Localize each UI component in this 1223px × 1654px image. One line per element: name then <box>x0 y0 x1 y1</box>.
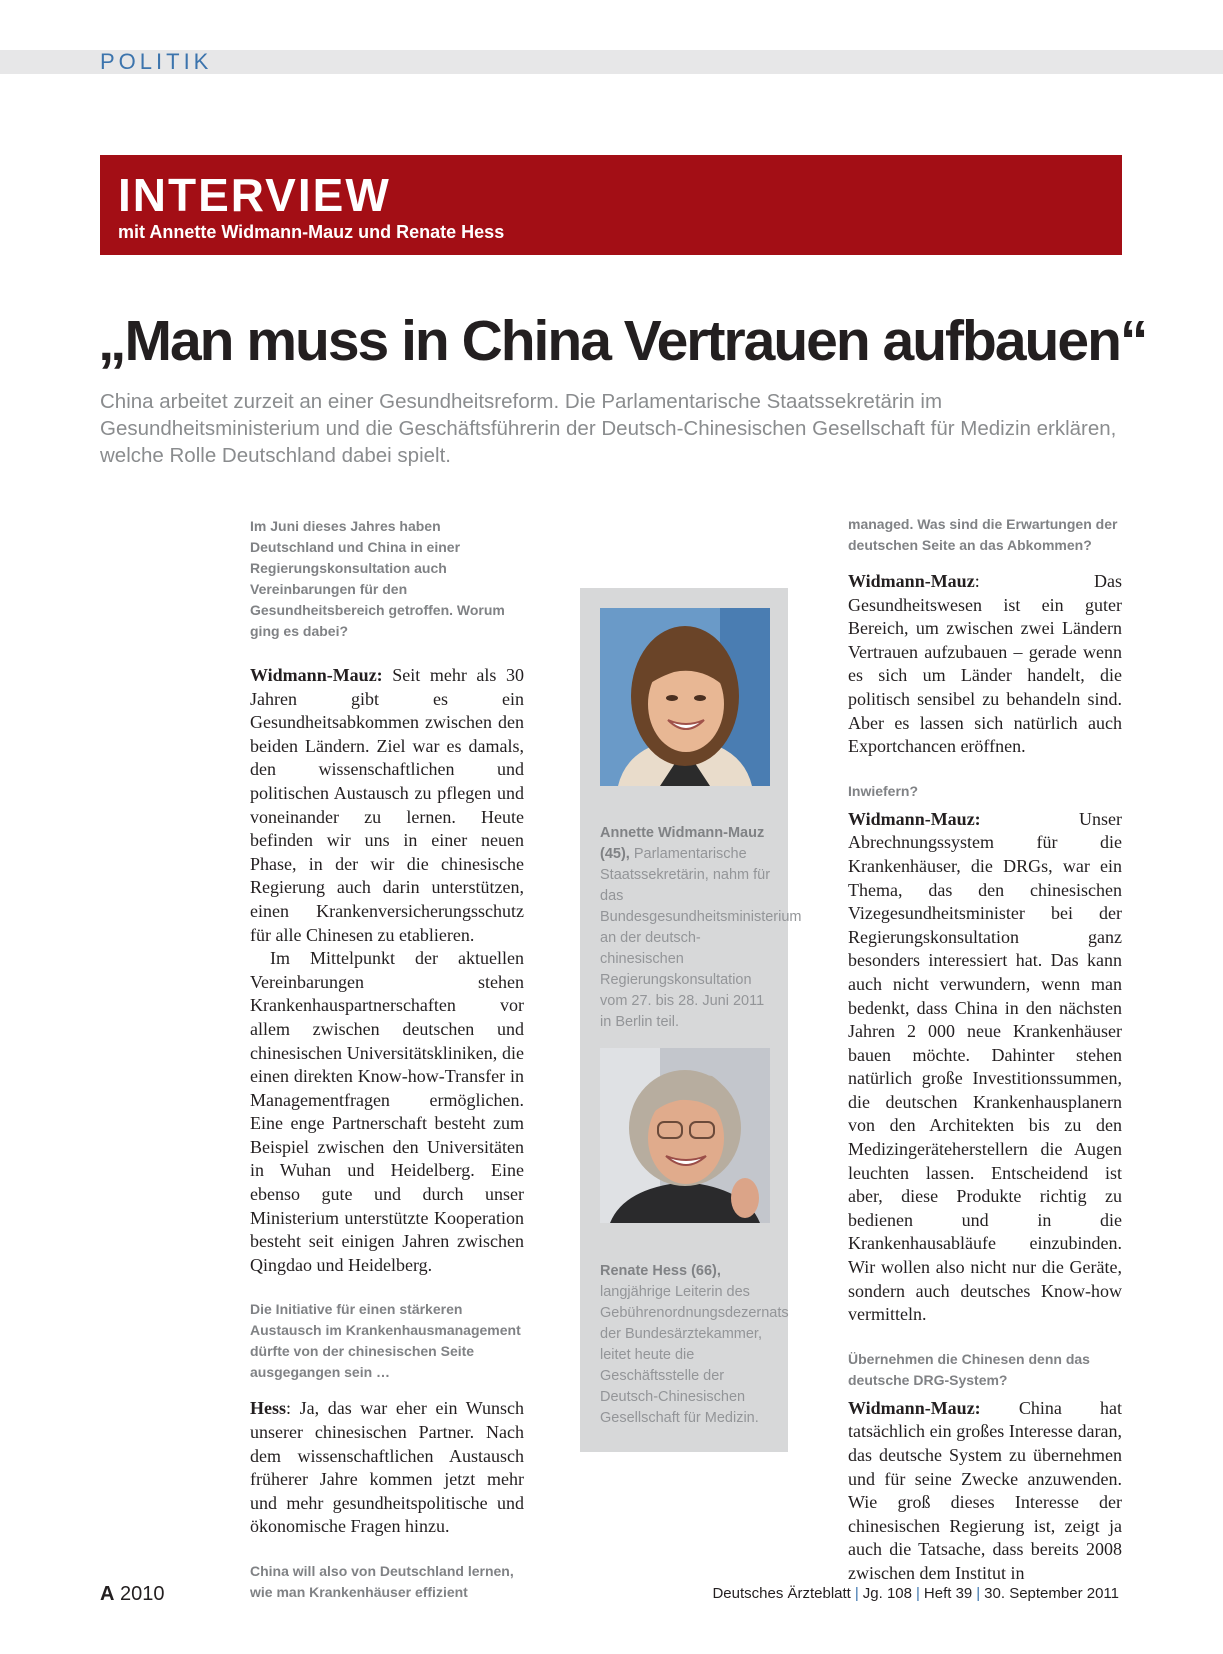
speaker-name: Widmann-Mauz <box>848 571 975 591</box>
section-label: POLITIK <box>100 49 213 74</box>
banner-subtitle: mit Annette Widmann-Mauz und Renate Hess <box>118 222 505 242</box>
column-right <box>848 514 1122 1586</box>
column-left <box>250 516 524 1603</box>
answer <box>848 570 1122 759</box>
speaker-name: Widmann-Mauz: <box>848 808 981 829</box>
article-lead: China arbeitet zurzeit an einer Gesundheitsreform. Die Parlamentarische Staatssekretärin im Gesundheitsministerium und die Geschäftsführerin der Deutsch-Chinesischen Gesellschaft für Medizin erklären, welche Rolle Deutschland dabei spielt. <box>100 390 1117 467</box>
journal-info <box>712 1585 1119 1602</box>
answer <box>250 1397 524 1539</box>
journal-volume: Jg. 108 <box>862 1585 912 1602</box>
question: Die Initiative für einen stärkeren Austausch im Krankenhausmanagement dürfte von der chinesischen Seite ausgegangen sein … <box>250 1301 521 1381</box>
interview-banner <box>100 155 1122 255</box>
answer-text: Seit mehr als 30 Jahren gibt es ein Gesundheitsabkommen zwischen den beiden Ländern. Ziel war es damals, den wissenschaftlichen und politischen Austausch zu pflegen und voneinander zu lernen. Heute befinden wir uns in einer neuen Phase, in der wir die chinesische Regierung auch darin unterstützen, einen Krankenversicherungsschutz für alle Chinesen zu etablieren. <box>250 665 524 945</box>
question: managed. Was sind die Erwartungen der deutschen Seite an das Abkommen? <box>848 516 1118 553</box>
answer <box>250 664 524 947</box>
question: Übernehmen die Chinesen denn das deutsche DRG-System? <box>848 1350 1090 1388</box>
caption-text: Parlamentarische Staatssekretärin, nahm für das Bundesgesundheitsministerium an der deutsch-chinesischen Regierungskonsultation vom 27. bis 28. Juni 2011 in Berlin teil. <box>600 846 802 1030</box>
speaker-name: Widmann-Mauz: <box>250 665 383 685</box>
page-number <box>100 1583 165 1606</box>
answer-text: : Das Gesundheitswesen ist ein guter Bereich, um zwischen zwei Ländern Vertrauen aufzubauen – gerade wenn es sich um Länder handelt, die politisch sensibel zu behandeln sind. Aber es lassen sich natürlich auch Exportchancen eröffnen. <box>848 571 1122 757</box>
separator: | <box>854 1585 859 1602</box>
answer <box>848 808 1122 1327</box>
answer-text: China hat tatsächlich ein großes Interesse daran, das deutsche System zu übernehmen und für seine Zwecke anzuwenden. Wie groß dieses Interesse der chinesischen Regierung ist, zeigt ja auch die Tatsache, dass bereits 2008 zwischen dem Institut in <box>848 1397 1122 1583</box>
caption-name: Renate Hess (66), <box>600 1263 721 1279</box>
answer-paragraph: Im Mittelpunkt der aktuellen Vereinbarungen stehen Krankenhauspartnerschaften vor allem zwischen deutschen und chinesischen Universitätskliniken, die einen direkten Know-how-Transfer in Managementfragen ermöglichen. Eine enge Partnerschaft besteht zum Beispiel zwischen den Universitäten in Wuhan und Heidelberg. Eine ebenso gute und durch unser Ministerium unterstützte Kooperation besteht seit einigen Jahren zwischen Qingdao und Heidelberg. <box>250 948 524 1275</box>
caption-name: Annette Widmann-Mauz (45), <box>600 825 765 862</box>
photo-sidebar <box>580 588 802 1452</box>
answer-text: Unser Abrechnungssystem für die Krankenhäuser, die DRGs, war ein Thema, das den chinesischen Vizegesundheitsminister bei der Regierungskonsultation ganz besonders interessiert hat. Das kann auch nicht verwundern, wenn man bedenkt, dass China in den nächsten Jahren 2 000 neue Krankenhäuser bauen möchte. Dahinter stehen natürlich große Investitionssummen, die deutschen Krankenhausplanern von den Architekten bis zu den Medizingeräteherstellern die Augen leuchten lassen. Entscheidend ist aber, diese Produkte richtig zu bedienen und in die Krankenhausabläufe einzubinden. Wir wollen also nicht nur die Geräte, sondern auch deutsches Know-how vermitteln. <box>848 808 1122 1325</box>
answer-text: : Ja, das war eher ein Wunsch unserer chinesischen Partner. Nach dem wissenschaftlichen Austausch früherer Jahre kommen jetzt mehr und mehr gesundheitspolitische und ökonomische Fragen hinzu. <box>250 1398 524 1537</box>
portrait-renate-hess <box>600 1048 770 1223</box>
journal-issue: Heft 39 <box>923 1585 973 1602</box>
speaker-name: Hess <box>250 1398 286 1419</box>
caption-annette-widmann-mauz <box>600 823 802 1033</box>
journal-date: 30. September 2011 <box>984 1585 1119 1602</box>
speaker-name: Widmann-Mauz: <box>848 1397 981 1418</box>
page-prefix: A <box>100 1583 115 1605</box>
separator: | <box>976 1585 981 1602</box>
answer <box>848 1397 1122 1586</box>
journal-name: Deutsches Ärzteblatt <box>712 1585 851 1602</box>
portrait-annette-widmann-mauz <box>600 608 770 786</box>
question: Inwiefern? <box>848 782 919 799</box>
caption-renate-hess <box>600 1261 789 1429</box>
caption-text: langjährige Leiterin des Gebührenordnungsdezernats der Bundesärztekammer, leitet heute die Geschäftsstelle der Deutsch-Chinesischen Gesellschaft für Medizin. <box>600 1284 789 1426</box>
article-headline: „Man muss in China Vertrauen aufbauen“ <box>98 309 1147 373</box>
banner-title: INTERVIEW <box>118 169 391 221</box>
question: China will also von Deutschland lernen, wie man Krankenhäuser effizient <box>250 1563 514 1600</box>
question: Im Juni dieses Jahres haben Deutschland und China in einer Regierungskonsultation auch Vereinbarungen für den Gesundheitsbereich getroffen. Worum ging es dabei? <box>250 518 505 639</box>
separator: | <box>915 1585 920 1602</box>
page-number-value: 2010 <box>114 1583 165 1605</box>
